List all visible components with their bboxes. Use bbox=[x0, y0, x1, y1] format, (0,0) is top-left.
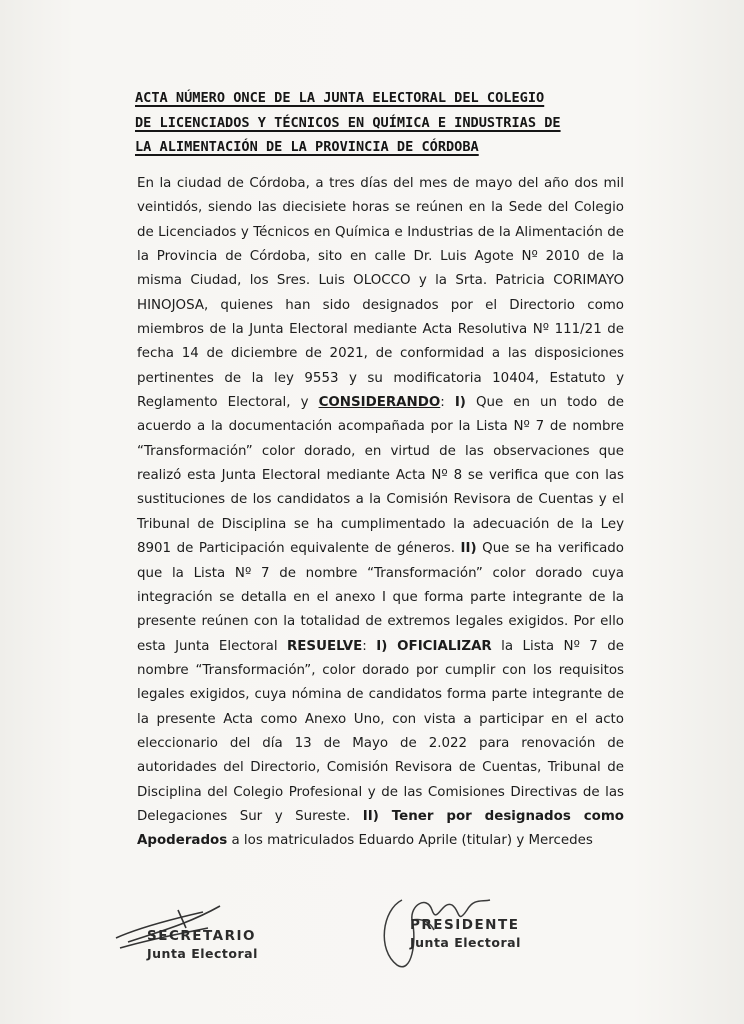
title-line-2: DE LICENCIADOS Y TÉCNICOS EN QUÍMICA E INDUSTRIAS DE bbox=[135, 114, 561, 131]
point-i: I) bbox=[454, 395, 466, 411]
body-text-5: : bbox=[362, 638, 377, 654]
body-text-4: Que se ha verificado que la Lista Nº 7 de nombre “Transformación” color dorado cuya integración se detalla en el anexo I que forma parte integrante de la presente reúnen con la totalidad de extremos legales exigidos. Por ello esta Junta Electoral bbox=[137, 541, 624, 654]
body-text-3: Que en un todo de acuerdo a la documentación acompañada por la Lista Nº 7 de nombre “Transformación” color dorado, en virtud de las observaciones que realizó esta Junta Electoral mediante Acta Nº 8 se verifica que con las sustituciones de los candidatos a la Comisión Revisora de Cuentas y el Tribunal de Disciplina se ha cumplimentado la adecuación de la Ley 8901 de Participación equivalente de géneros. bbox=[137, 395, 624, 557]
president-stamp-title: PRESIDENTE bbox=[410, 917, 520, 933]
document-body bbox=[137, 172, 624, 854]
document-title bbox=[135, 86, 635, 160]
president-stamp bbox=[410, 916, 521, 952]
apoderados-clause: II) Tener por designados como Apoderados bbox=[137, 808, 624, 849]
president-stamp-subtitle: Junta Electoral bbox=[410, 935, 521, 950]
oficializar-clause: I) OFICIALIZAR bbox=[376, 638, 492, 654]
secretary-stamp bbox=[147, 927, 258, 963]
body-text-2: : bbox=[440, 395, 455, 411]
title-line-1: ACTA NÚMERO ONCE DE LA JUNTA ELECTORAL DEL COLEGIO bbox=[135, 90, 545, 106]
body-text-6: la Lista Nº 7 de nombre “Transformación”, color dorado por cumplir con los requisitos legales exigidos, cuya nómina de candidatos forma parte integrante de la presente Acta como Anexo Uno, con vista a participar en el acto eleccionario del día 13 de Mayo de 2.022 para renovación de autoridades del Directorio, Comisión Revisora de Cuentas, Tribunal de Disciplina del Colegio Profesional y de las Comisiones Directivas de las Delegaciones Sur y Sureste. bbox=[137, 638, 624, 824]
resuelve-heading: RESUELVE bbox=[286, 638, 363, 654]
point-ii: II) bbox=[460, 541, 477, 557]
considerando-heading: CONSIDERANDO bbox=[318, 395, 441, 411]
title-line-3: LA ALIMENTACIÓN DE LA PROVINCIA DE CÓRDOBA bbox=[135, 139, 479, 155]
secretary-stamp-title: SECRETARIO bbox=[147, 928, 256, 944]
secretary-stamp-subtitle: Junta Electoral bbox=[147, 946, 258, 961]
body-text-7: a los matriculados Eduardo Aprile (titular) y Mercedes bbox=[227, 833, 593, 849]
body-paragraph bbox=[137, 172, 624, 854]
body-text-1: En la ciudad de Córdoba, a tres días del mes de mayo del año dos mil veintidós, siendo las diecisiete horas se reúnen en la Sede del Colegio de Licenciados y Técnicos en Química e Industrias de la Alimentación de la Provincia de Córdoba, sito en calle Dr. Luis Agote Nº 2010 de la misma Ciudad, los Sres. Luis OLOCCO y la Srta. Patricia CORIMAYO HINOJOSA, quienes han sido designados por el Directorio como miembros de la Junta Electoral mediante Acta Resolutiva Nº 111/21 de fecha 14 de diciembre de 2021, de conformidad a las disposiciones pertinentes de la ley 9553 y su modificatoria 10404, Estatuto y Reglamento Electoral, y bbox=[137, 176, 624, 411]
